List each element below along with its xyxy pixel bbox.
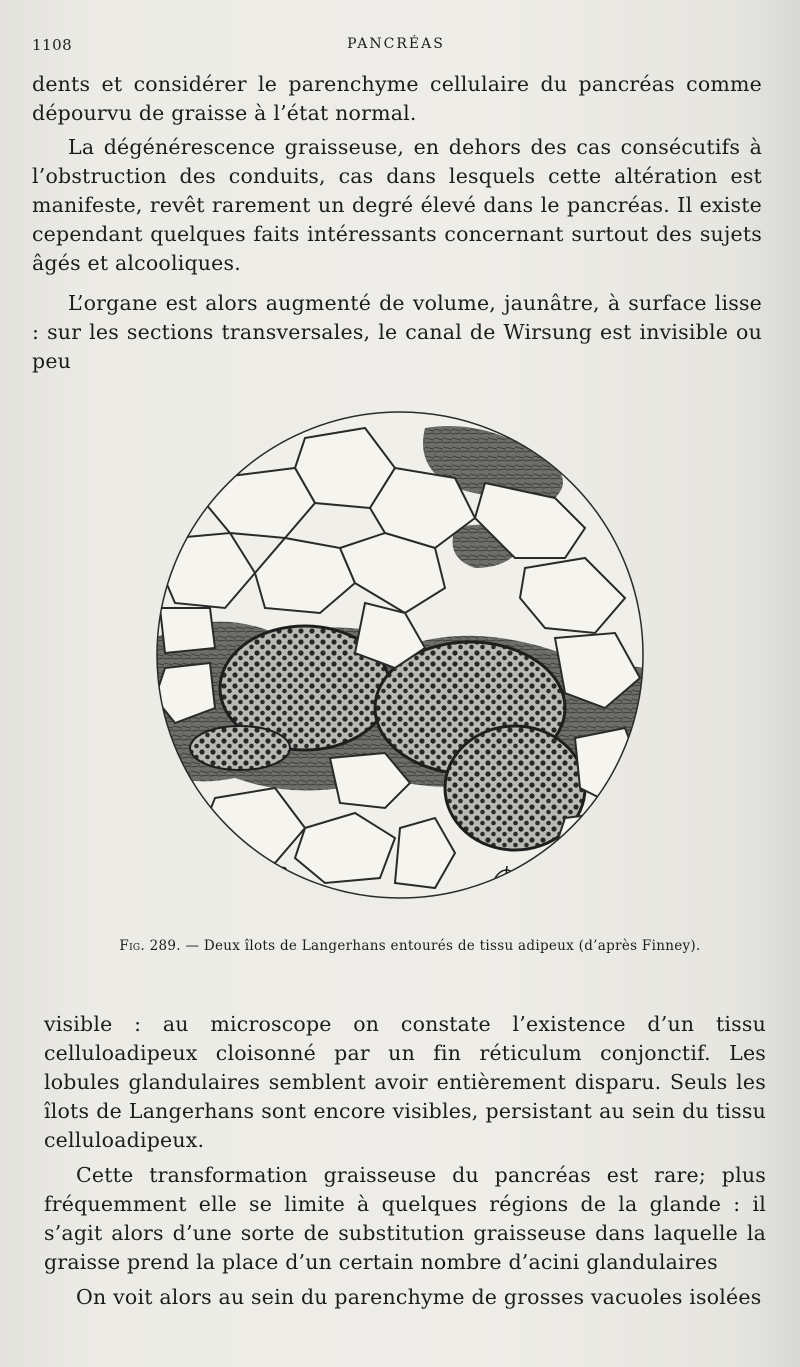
running-title: PANCRÉAS [347,36,445,52]
page-number: 1108 [32,36,73,54]
paragraph: L’organe est alors augmenté de volume, jaunâtre, à surface lisse : sur les sections transversales, le canal de Wirsung est invisible ou peu [32,291,762,373]
figure-caption-label: Fig. 289. [119,938,181,954]
paragraph: Cette transformation graisseuse du pancréas est rare; plus fréquemment elle se limite à quelques régions de la glande : il s’agit alors d’une sorte de substitution graisseuse dans laquelle la graisse prend la place d’un certain nombre d’acini glandulaires [44,1163,766,1274]
paragraph: On voit alors au sein du parenchyme de grosses vacuoles isolées [76,1285,762,1309]
figure-caption [60,938,760,954]
paragraph: visible : au microscope on constate l’existence d’un tissu celluloadipeux cloisonné par un fin réticulum conjonctif. Les lobules glandulaires semblent avoir entièrement disparu. Seuls les îlots de Langerhans sont encore visibles, persistant au sein du tissu celluloadipeux. [44,1012,766,1152]
paragraph: La dégénérescence graisseuse, en dehors des cas consécutifs à l’obstruction des conduits, cas dans lesquels cette altération est manifeste, revêt rarement un degré élevé dans le pancréas. Il existe cependant quelques faits intéressants concernant surtout des sujets âgés et alcooliques. [32,135,762,275]
micrograph-illustration [155,408,645,903]
micrograph-figure [155,408,645,903]
figure-caption-text: — Deux îlots de Langerhans entourés de tissu adipeux (d’après Finney). [185,938,701,954]
paragraph: dents et considérer le parenchyme cellulaire du pancréas comme dépourvu de graisse à l’état normal. [32,72,762,125]
page-header [32,36,760,58]
